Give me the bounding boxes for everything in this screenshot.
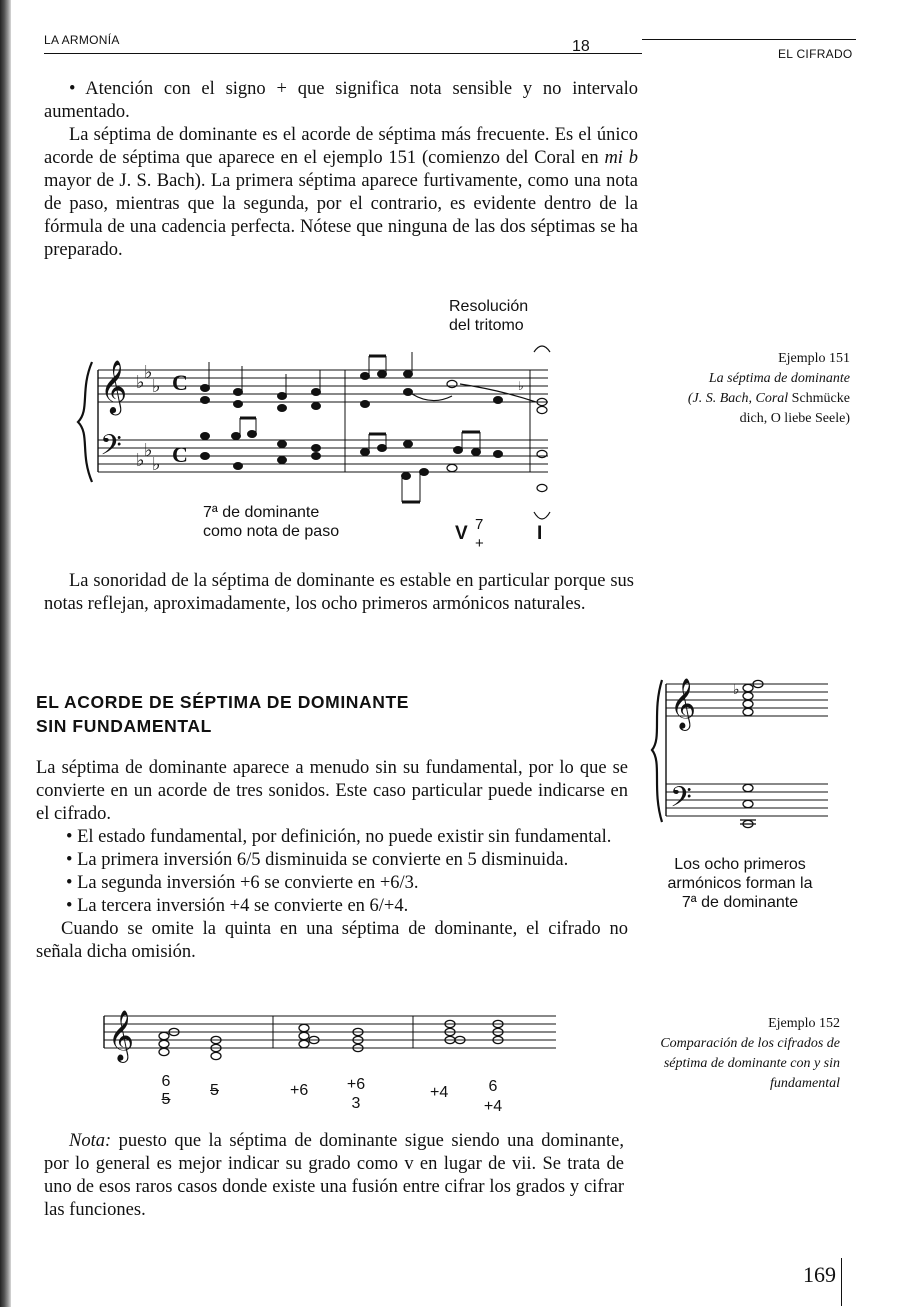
intro-paragraph-key: mi b [604, 148, 638, 168]
section-heading-line1: EL ACORDE DE SÉPTIMA DE DOMINANTE [36, 692, 410, 712]
section-heading-line2: SIN FUNDAMENTAL [36, 716, 212, 736]
intro-paragraph [44, 124, 638, 262]
section-body [36, 757, 628, 964]
section-paragraph-2: Cuando se omite la quinta en una séptima de dominante, el cifrado no señala dicha omisión. [36, 919, 628, 962]
ex152-figure-5: +4 [430, 1084, 449, 1101]
roman-numeral-v: V [455, 523, 468, 544]
section-bullet: • El estado fundamental, por definición, no puede existir sin fundamental. [66, 827, 612, 847]
figure-plus: + [475, 535, 484, 552]
ex151-caption-title: Ejemplo 151 [778, 351, 850, 366]
svg-text:𝄞: 𝄞 [670, 679, 697, 728]
harmonics-caption-line3: 7ª de dominante [681, 894, 799, 911]
ex151-caption-line1: La séptima de dominante [708, 371, 850, 386]
ex152-caption-line1: Comparación de los cifrados de [660, 1036, 840, 1051]
ex151-annotation-bottom [203, 503, 339, 541]
section-bullet-text: El estado fundamental, por definición, no puede existir sin fundamental. [77, 827, 612, 847]
svg-text:♭: ♭ [144, 362, 153, 382]
intro-bullet: • Atención con el signo + que significa nota sensible y no intervalo aumentado. [44, 79, 638, 122]
ex152-figure-2: 5 [210, 1082, 219, 1099]
running-header-right: EL CIFRADO [778, 47, 853, 61]
ex152-figure-1-top: 6 [161, 1073, 171, 1090]
running-header-left: LA ARMONÍA [44, 33, 120, 47]
section-heading [36, 690, 409, 738]
ex151-caption-line3: dich, O liebe Seele) [739, 411, 850, 426]
harmonics-score [648, 672, 838, 840]
intro-text-block [44, 78, 638, 262]
ex151-annotation-bottom-line2: como nota de paso [203, 523, 340, 540]
section-bullet: • La primera inversión 6/5 disminuida se convierte en 5 disminuida. [66, 850, 569, 870]
ex152-caption-line2: séptima de dominante con y sin [663, 1056, 840, 1071]
ex152-figure-3: +6 [290, 1082, 309, 1099]
book-binding-edge [0, 0, 11, 1307]
roman-numeral-i: I [537, 523, 543, 544]
svg-text:♭: ♭ [144, 440, 153, 460]
ex151-annotation-top-line1: Resolución [449, 298, 529, 315]
note-label: Nota: [69, 1131, 112, 1151]
svg-text:♭: ♭ [136, 372, 145, 392]
ex152-figure-4 [345, 1075, 367, 1113]
harmonics-caption [640, 855, 840, 912]
section-bullet: • La tercera inversión +4 se convierte en 6/+4. [66, 896, 409, 916]
section-bullet-text: La tercera inversión +4 se convierte en 6/+4. [77, 896, 409, 916]
running-header-page: 18 [572, 38, 590, 55]
svg-text:C: C [172, 370, 188, 395]
section-bullet-text: La segunda inversión +6 se convierte en +6/3. [77, 873, 419, 893]
section-bullet: • La segunda inversión +6 se convierte en +6/3. [66, 873, 419, 893]
ex151-annotation-top-line2: del tritomo [449, 317, 524, 334]
note-paragraph [44, 1130, 624, 1222]
svg-text:C: C [172, 442, 188, 467]
ex152-figure-1-bottom: 5 [161, 1091, 171, 1108]
sonority-paragraph: La sonoridad de la séptima de dominante es estable en particular porque sus notas reflejan, aproximadamente, los ocho primeros armónicos naturales. [44, 571, 634, 614]
page-number-rule [841, 1258, 842, 1306]
harmonics-caption-line1: Los ocho primeros [674, 856, 806, 873]
svg-text:♭: ♭ [733, 683, 740, 698]
svg-text:𝄞: 𝄞 [108, 1011, 135, 1060]
ex151-annotation-bottom-line1: 7ª de dominante [203, 504, 320, 521]
ex152-figure-6-top: 6 [488, 1078, 498, 1095]
intro-bullet-text: Atención con el signo + que significa nota sensible y no intervalo aumentado. [44, 79, 638, 122]
svg-text:♭: ♭ [136, 450, 145, 470]
ex151-caption-line2-italic: (J. S. Bach, Coral [687, 391, 789, 406]
ex151-caption [640, 349, 850, 429]
intro-paragraph-part2: mayor de J. S. Bach). La primera séptima aparece furtivamente, como una nota de paso, mientras que la segunda, por el contrario, es evidente dentro de la fórmula de una cadencia perfecta. Nótese que ninguna de las dos séptimas se ha preparado. [44, 171, 638, 260]
svg-text:𝄢: 𝄢 [670, 783, 692, 820]
svg-text:♭: ♭ [518, 379, 524, 393]
header-rule-margin [642, 39, 856, 40]
ex152-figure-4-bottom: 3 [351, 1095, 361, 1112]
ex152-figure-6 [482, 1077, 504, 1117]
intro-paragraph-part1: La séptima de dominante es el acorde de séptima más frecuente. Es el único acorde de séptima que aparece en el ejemplo 151 (comienzo del Coral en [44, 125, 638, 168]
svg-text:♭: ♭ [152, 376, 161, 396]
ex151-caption-line2-plain: Schmücke [791, 391, 850, 406]
section-paragraph-1: La séptima de dominante aparece a menudo sin su fundamental, por lo que se convierte en un acorde de tres sonidos. Este caso particular puede indicarse en el cifrado. [36, 758, 628, 824]
ex152-figure-4-top: +6 [346, 1076, 366, 1093]
header-rule [44, 53, 642, 54]
ex152-figure-6-bottom: +4 [483, 1098, 503, 1115]
svg-text:♭: ♭ [152, 454, 161, 474]
section-bullet-text: La primera inversión 6/5 disminuida se convierte en 5 disminuida. [77, 850, 569, 870]
ex152-caption-line3: fundamental [770, 1076, 840, 1091]
svg-text:𝄢: 𝄢 [100, 431, 122, 468]
ex152-caption-title: Ejemplo 152 [768, 1016, 840, 1031]
svg-text:𝄞: 𝄞 [100, 361, 128, 412]
note-text: puesto que la séptima de dominante sigue siendo una dominante, por lo general es mejor indicar su grado como v en lugar de vii. Se trata de uno de esos raros casos donde existe una fusión entre cifrar los grados y cifrar las funciones. [44, 1131, 624, 1220]
ex152-caption [630, 1014, 840, 1094]
page-number: 169 [803, 1262, 836, 1287]
figure-7: 7 [475, 516, 484, 533]
ex152-figure-1 [158, 1073, 174, 1109]
harmonics-caption-line2: armónicos forman la [667, 875, 813, 892]
